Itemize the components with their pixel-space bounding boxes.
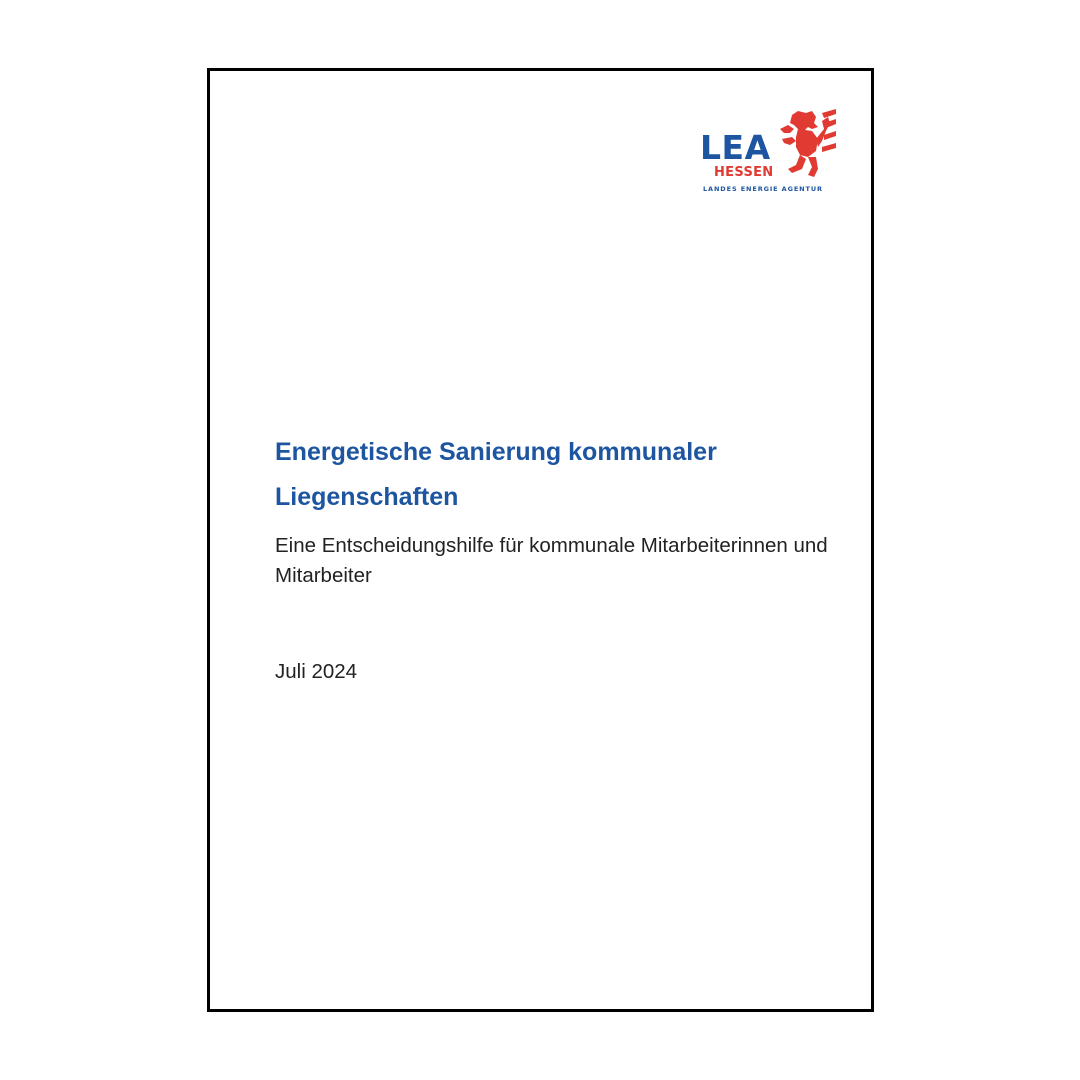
logo-tagline: LANDES ENERGIE AGENTUR [703,185,823,193]
document-subtitle: Eine Entscheidungshilfe für kommunale Mitarbeiterinnen und Mitarbeiter [275,534,828,587]
cover-page [207,68,874,1012]
hessian-lion-icon [778,109,838,181]
document-date: Juli 2024 [275,660,358,683]
logo-wordmark: LEA [700,128,771,167]
lea-hessen-logo [696,109,846,199]
document-title: Energetische Sanierung kommunaler Liegenschaften [275,438,717,511]
logo-region: HESSEN [714,165,774,180]
